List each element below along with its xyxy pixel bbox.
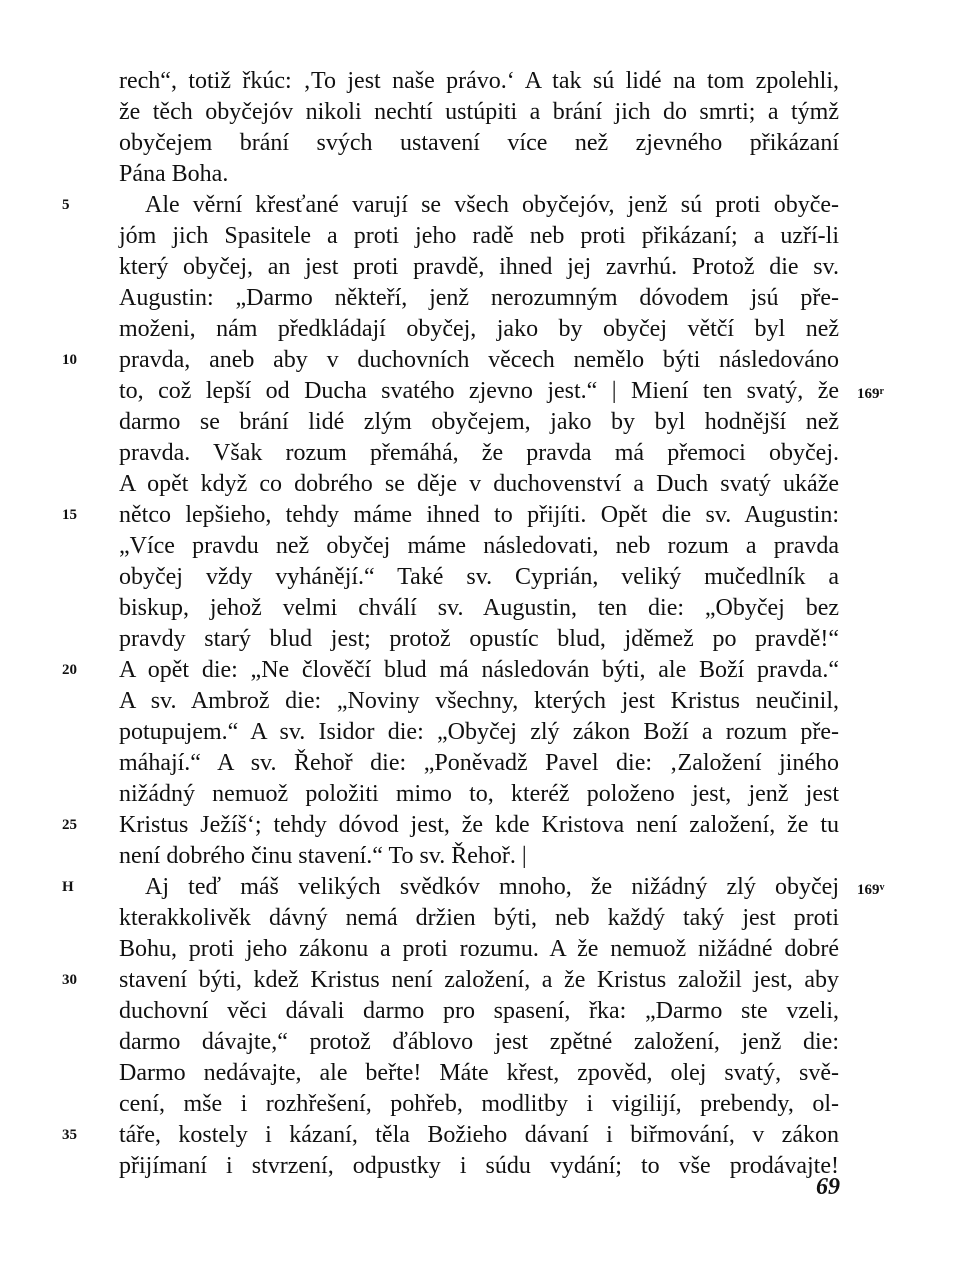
text-line-27: Aj teď máš velikých svědkóv mnoho, že nižádný zlý obyčej [145, 874, 839, 900]
text-line-25: Kristus Ježíš‘; tehdy dóvod jest, že kde Kristova není založení, že tu [119, 812, 839, 838]
text-line-4: Pána Boha. [119, 161, 229, 187]
text-line-23: máhají.“ A sv. Řehoř die: „Poněvadž Pavel die: ‚Založení jiného [119, 750, 839, 776]
line-number: 30 [62, 972, 77, 988]
line-number: 5 [62, 197, 70, 213]
text-line-2: že těch obyčejóv nikoli nechtí ustúpiti a brání jich do smrti; a týmž [119, 99, 839, 125]
text-line-19: pravdy starý blud jest; protož opustíc blud, jděmež po pravdě!“ [119, 626, 839, 652]
text-line-20: A opět die: „Ne člověčí blud má následován býti, ale Boží pravda.“ [119, 657, 839, 683]
text-line-5: Ale věrní křesťané varují se všech obyčejóv, jenž sú proti obyče- [145, 192, 839, 218]
text-line-29: Bohu, proti jeho zákonu a proti rozumu. A že nemuož nižádné dobré [119, 936, 839, 962]
text-line-22: potupujem.“ A sv. Isidor die: „Obyčej zlý zákon Boží a rozum pře- [119, 719, 839, 745]
line-number: 25 [62, 817, 77, 833]
folio-mark-169r: 169$^r$ [857, 386, 884, 402]
page-number: 69 [816, 1174, 840, 1200]
text-line-21: A sv. Ambrož die: „Noviny všechny, kterých jest Kristus neučinil, [119, 688, 839, 714]
text-line-18: biskup, jehož velmi chválí sv. Augustin, ten die: „Obyčej bez [119, 595, 839, 621]
text-line-16: „Více pravdu než obyčej máme následovati, neb rozum a pravda [119, 533, 839, 559]
text-line-31: duchovní věci dávali darmo pro spasení, řka: „Darmo ste vzeli, [119, 998, 839, 1024]
text-line-8: Augustin: „Darmo někteří, jenž nerozumným dóvodem jsú pře- [119, 285, 839, 311]
text-line-26: není dobrého činu stavení.“ To sv. Řehoř. | [119, 843, 527, 869]
text-line-28: kterakkolivěk dávný nemá držien býti, neb každý taký jest proti [119, 905, 839, 931]
line-number: 10 [62, 352, 77, 368]
line-number: H [62, 879, 74, 895]
line-number: 15 [62, 507, 77, 523]
text-line-30: stavení býti, kdež Kristus není založení, a že Kristus založil jest, aby [119, 967, 839, 993]
text-line-24: nižádný nemuož položiti mimo to, kteréž položeno jest, jenž jest [119, 781, 839, 807]
text-line-12: darmo se brání lidé zlým obyčejem, jako by byl hodnější než [119, 409, 839, 435]
text-line-14: A opět když co dobrého se děje v duchovenství a Duch svatý ukáže [119, 471, 839, 497]
text-line-33: Darmo nedávajte, ale beřte! Máte křest, zpověd, olej svatý, svě- [119, 1060, 839, 1086]
text-line-34: cení, mše i rozhřešení, pohřeb, modlitby i vigilijí, prebendy, ol- [119, 1091, 839, 1117]
text-line-11: to, což lepší od Ducha svatého zjevno jest.“ | Miení ten svatý, že [119, 378, 839, 404]
text-line-9: moženi, nám předkládají obyčej, jako by obyčej větčí byl než [119, 316, 839, 342]
line-number: 35 [62, 1127, 77, 1143]
text-line-1: rech“, totiž řkúc: ‚To jest naše právo.‘ A tak sú lidé na tom zpolehli, [119, 68, 839, 94]
text-line-32: darmo dávajte,“ protož ďáblovo jest zpětné založení, jenž die: [119, 1029, 839, 1055]
text-line-35: táře, kostely i kázaní, těla Božieho dávaní i biřmování, v zákon [119, 1122, 839, 1148]
folio-mark-169v: 169$^v$ [857, 882, 885, 898]
line-number: 20 [62, 662, 77, 678]
text-line-7: který obyčej, an jest proti pravdě, ihned jej zavrhú. Protož die sv. [119, 254, 839, 280]
text-line-6: jóm jich Spasitele a proti jeho radě neb proti přikázaní; a uzří-li [119, 223, 839, 249]
text-line-17: obyčej vždy vyhánějí.“ Také sv. Cyprián, veliký mučedlník a [119, 564, 839, 590]
text-line-10: pravda, aneb aby v duchovních věcech nemělo býti následováno [119, 347, 839, 373]
text-line-36: přijímaní i stvrzení, odpustky i súdu vydání; to vše prodávajte! [119, 1153, 839, 1179]
text-line-3: obyčejem brání svých ustavení více než zjevného přikázaní [119, 130, 839, 156]
text-line-15: nětco lepšieho, tehdy máme ihned to přijíti. Opět die sv. Augustin: [119, 502, 839, 528]
text-line-13: pravda. Však rozum přemáhá, že pravda má přemoci obyčej. [119, 440, 839, 466]
